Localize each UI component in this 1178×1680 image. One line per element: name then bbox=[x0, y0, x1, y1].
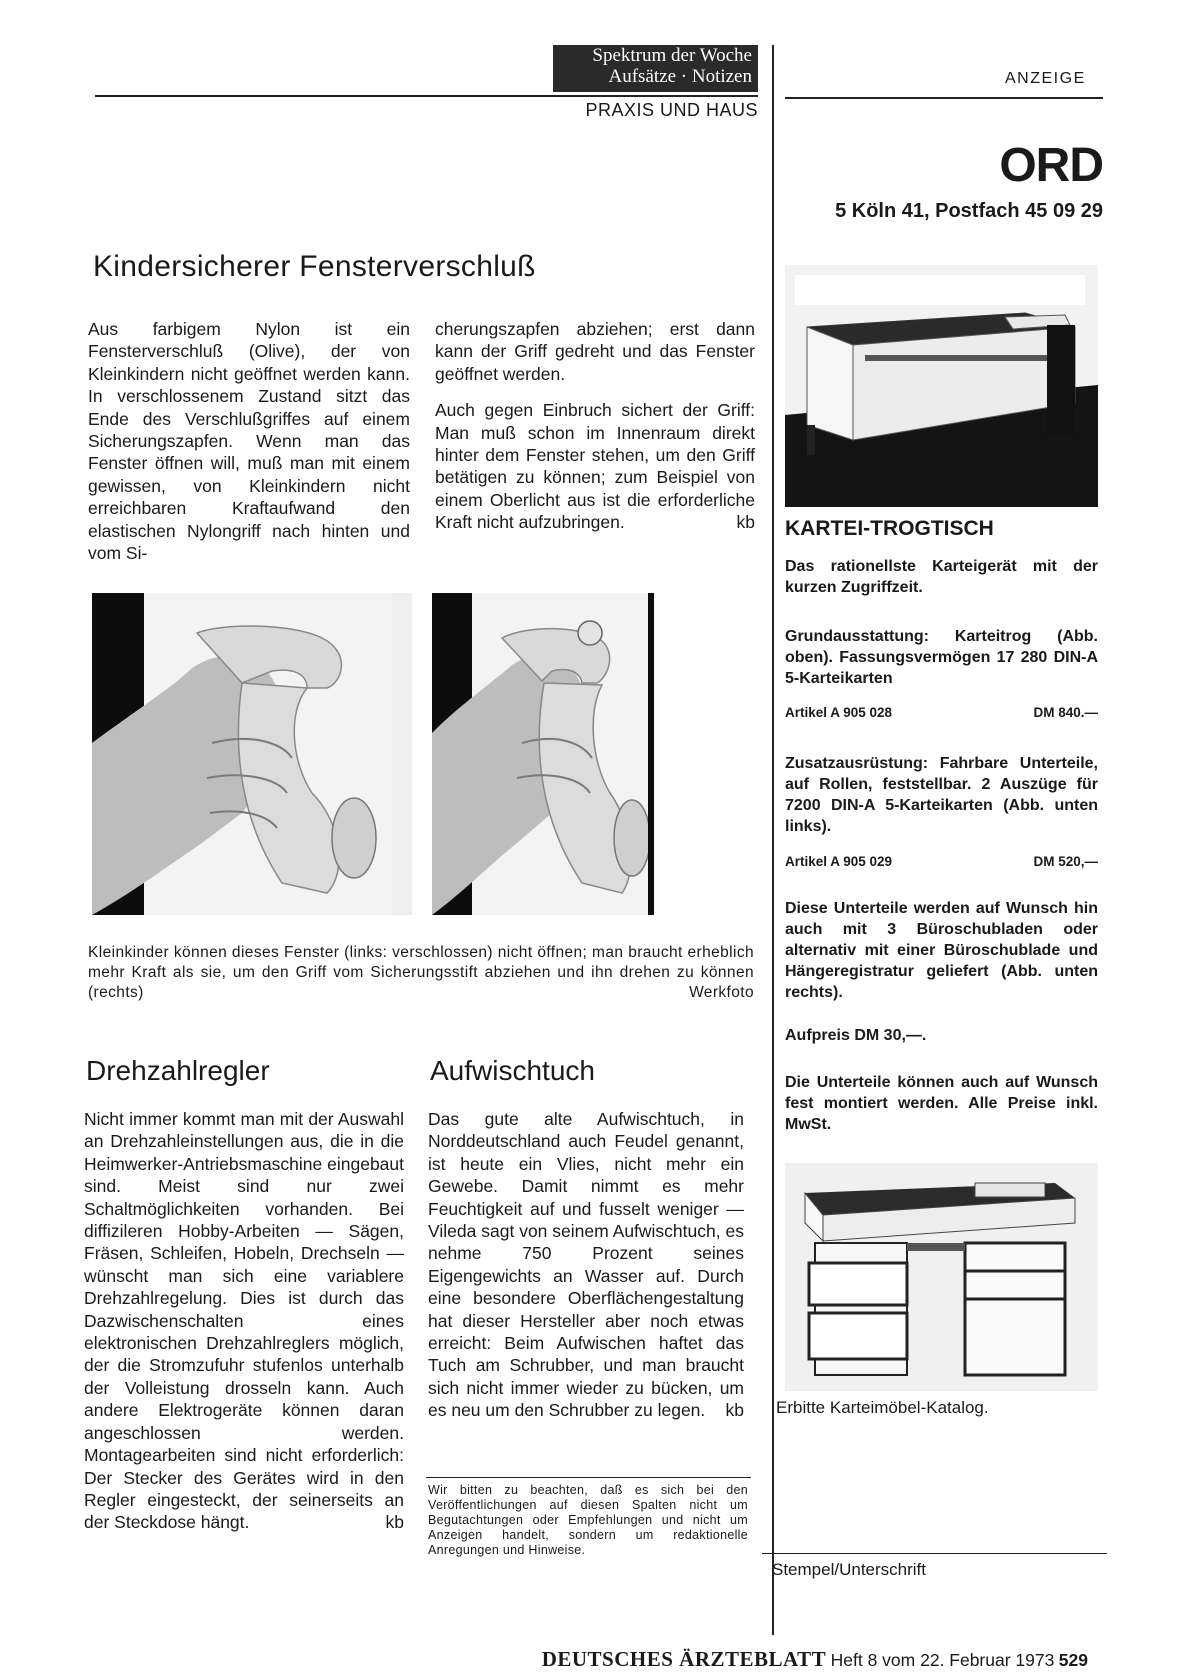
ad-extra: Zusatzausrüstung: Fahrbare Unterteile, auf Rollen, feststellbar. 2 Auszüge für 7200 DIN-A 5-Karteikarten (Abb. unten links). bbox=[785, 755, 1098, 835]
masthead-line2: Aufsätze · Notizen bbox=[608, 66, 752, 87]
ad-photo-top bbox=[785, 265, 1098, 507]
footer-magazine: DEUTSCHES ÄRZTEBLATT bbox=[541, 1647, 827, 1671]
photo-credit: Werkfoto bbox=[689, 984, 754, 1001]
footer-issue: Heft 8 vom 22. Februar 1973 bbox=[830, 1650, 1055, 1670]
ad-label: ANZEIGE bbox=[1005, 70, 1086, 87]
header-rule-right bbox=[785, 97, 1103, 99]
filing-desk-illustration-top bbox=[785, 265, 1098, 507]
hand-handle-illustration-right bbox=[432, 593, 654, 915]
masthead-line1: Spektrum der Woche bbox=[592, 45, 752, 66]
article1-title: Kindersicherer Fensterverschluß bbox=[93, 250, 536, 283]
ad-basic: Grundausstattung: Karteitrog (Abb. oben). Fassungsvermögen 17 280 DIN-A 5-Karteikarten bbox=[785, 628, 1098, 687]
photo-caption-text: Kleinkinder können dieses Fenster (links: verschlossen) nicht öffnen; man braucht erheblich mehr Kraft als sie, um den Griff vom Sicherungsstift abziehen und ihn drehen zu können (rechts) bbox=[88, 944, 754, 1001]
article3-signature: kb bbox=[725, 1400, 744, 1421]
article3-text: Das gute alte Aufwischtuch, in Norddeutschland auch Feudel genannt, ist heute ein Vlies, nicht mehr ein Gewebe. Damit nimmt es mehr Feuchtigkeit auf und fusselt weniger — Vileda sagt von seinem Aufwischtuch, es nehme 750 Prozent seines Eigengewichts an Wasser auf. Durch eine besondere Oberflächengestaltung hat dieser Hersteller aber noch etwas erreicht: Beim Aufwischen haftet das Tuch am Schrubber, und man braucht sich nicht immer wieder zu bücken, um es neu um den Schrubber zu legen. bbox=[428, 1109, 744, 1421]
ad-stamp: Stempel/Unterschrift bbox=[772, 1560, 926, 1579]
ad-variant: Diese Unterteile werden auf Wunsch hin auch mit 3 Büroschubladen oder alternativ mit einer Büroschublade und Hängeregistratur geliefert (Abb. unten rechts). bbox=[785, 900, 1098, 1001]
article2-body bbox=[84, 1108, 404, 1534]
stamp-rule bbox=[762, 1553, 1107, 1554]
article2-title: Drehzahlregler bbox=[86, 1055, 270, 1086]
article1-signature: kb bbox=[736, 512, 755, 533]
article3-paragraph bbox=[428, 1108, 744, 1422]
article2-paragraph bbox=[84, 1108, 404, 1534]
photo-caption bbox=[88, 943, 754, 1003]
ad-brand: ORD bbox=[999, 139, 1103, 192]
article1-col2-p1: cherungszapfen abziehen; erst dann kann der Griff gedreht und das Fenster geöffnet werden. bbox=[435, 319, 755, 384]
article1-col2 bbox=[435, 318, 755, 534]
window-frame-edge bbox=[648, 593, 654, 915]
masthead bbox=[553, 45, 758, 92]
column-divider bbox=[772, 45, 774, 1635]
ad-address: 5 Köln 41, Postfach 45 09 29 bbox=[835, 200, 1103, 222]
article1-col2-p2-text: Auch gegen Einbruch sichert der Griff: Man muß schon im Innenraum direkt hinter dem Fenster stehen, um den Griff betätigen zu können; zum Beispiel von einem Oberlicht aus ist die erforderliche Kraft nicht aufzubringen. bbox=[435, 400, 755, 533]
ad-mounted: Die Unterteile können auch auf Wunsch fest montiert werden. Alle Preise inkl. MwSt. bbox=[785, 1074, 1098, 1133]
section-label: PRAXIS UND HAUS bbox=[585, 100, 758, 120]
footer bbox=[542, 1647, 1088, 1672]
ad-product: KARTEI-TROGTISCH bbox=[785, 517, 994, 540]
ad-item1-price: DM 840.— bbox=[1033, 705, 1098, 720]
ad-catalog: Erbitte Karteimöbel-Katalog. bbox=[776, 1398, 989, 1417]
article2-signature: kb bbox=[385, 1512, 404, 1533]
editorial-note: Wir bitten zu beachten, daß es sich bei den Veröffentlichungen auf diesen Spalten nicht um Begutachtungen oder Empfehlungen und nicht um Anzeigen handelt, sondern um redaktionelle Anregungen und Hinweise. bbox=[428, 1483, 748, 1557]
ad-item1-number: Artikel A 905 028 bbox=[785, 705, 893, 720]
article1-col2-p2 bbox=[435, 399, 755, 533]
article1-col1 bbox=[88, 318, 410, 564]
header-rule-left bbox=[95, 95, 758, 97]
ad-photo-bottom bbox=[785, 1163, 1098, 1391]
ad-surcharge: Aufpreis DM 30,—. bbox=[785, 1027, 927, 1044]
article3-title: Aufwischtuch bbox=[430, 1055, 595, 1086]
article2-text: Nicht immer kommt man mit der Auswahl an Drehzahleinstellungen aus, die in die Heimwerker-Antriebsmaschine eingebaut sind. Meist sind nur zwei Schaltmöglichkeiten vorhanden. Bei diffizileren Hobby-Arbeiten — Sägen, Fräsen, Schleifen, Hobeln, Drechseln — wünscht man sich eine variablere Drehzahlregelung. Dies ist durch das Dazwischenschalten eines elektronischen Drehzahlreglers möglich, der die Stromzufuhr stufenlos unterhalb der Volleistung drosseln kann. Auch andere Elektrogeräte können daran angeschlossen werden. Montagearbeiten sind nicht erforderlich: Der Stecker des Gerätes wird in den Regler eingesteckt, der seinerseits an der Steckdose hängt. bbox=[84, 1109, 405, 1533]
note-rule bbox=[426, 1477, 751, 1478]
ad-tagline: Das rationellste Karteigerät mit der kurzen Zugriffzeit. bbox=[785, 558, 1098, 596]
hand-handle-illustration-left bbox=[92, 593, 412, 915]
filing-desk-illustration-bottom bbox=[785, 1163, 1098, 1391]
photo-handle-open bbox=[432, 593, 654, 915]
footer-page-number: 529 bbox=[1058, 1650, 1088, 1670]
article3-body bbox=[428, 1108, 744, 1422]
article1-col1-text: Aus farbigem Nylon ist ein Fensterverschluß (Olive), der von Kleinkindern nicht geöffnet werden kann. In verschlossenem Zustand sitzt das Ende des Verschlußgriffes auf einem Sicherungszapfen. Wenn man das Fenster öffnen will, muß man mit einem gewissen, von Kleinkindern nicht erreichbaren Kraftaufwand den elastischen Nylongriff nach hinten und vom Si- bbox=[88, 319, 410, 564]
photo-handle-locked bbox=[92, 593, 412, 915]
ad-item2-number: Artikel A 905 029 bbox=[785, 854, 893, 869]
ad-item2-price: DM 520,— bbox=[1033, 854, 1098, 869]
